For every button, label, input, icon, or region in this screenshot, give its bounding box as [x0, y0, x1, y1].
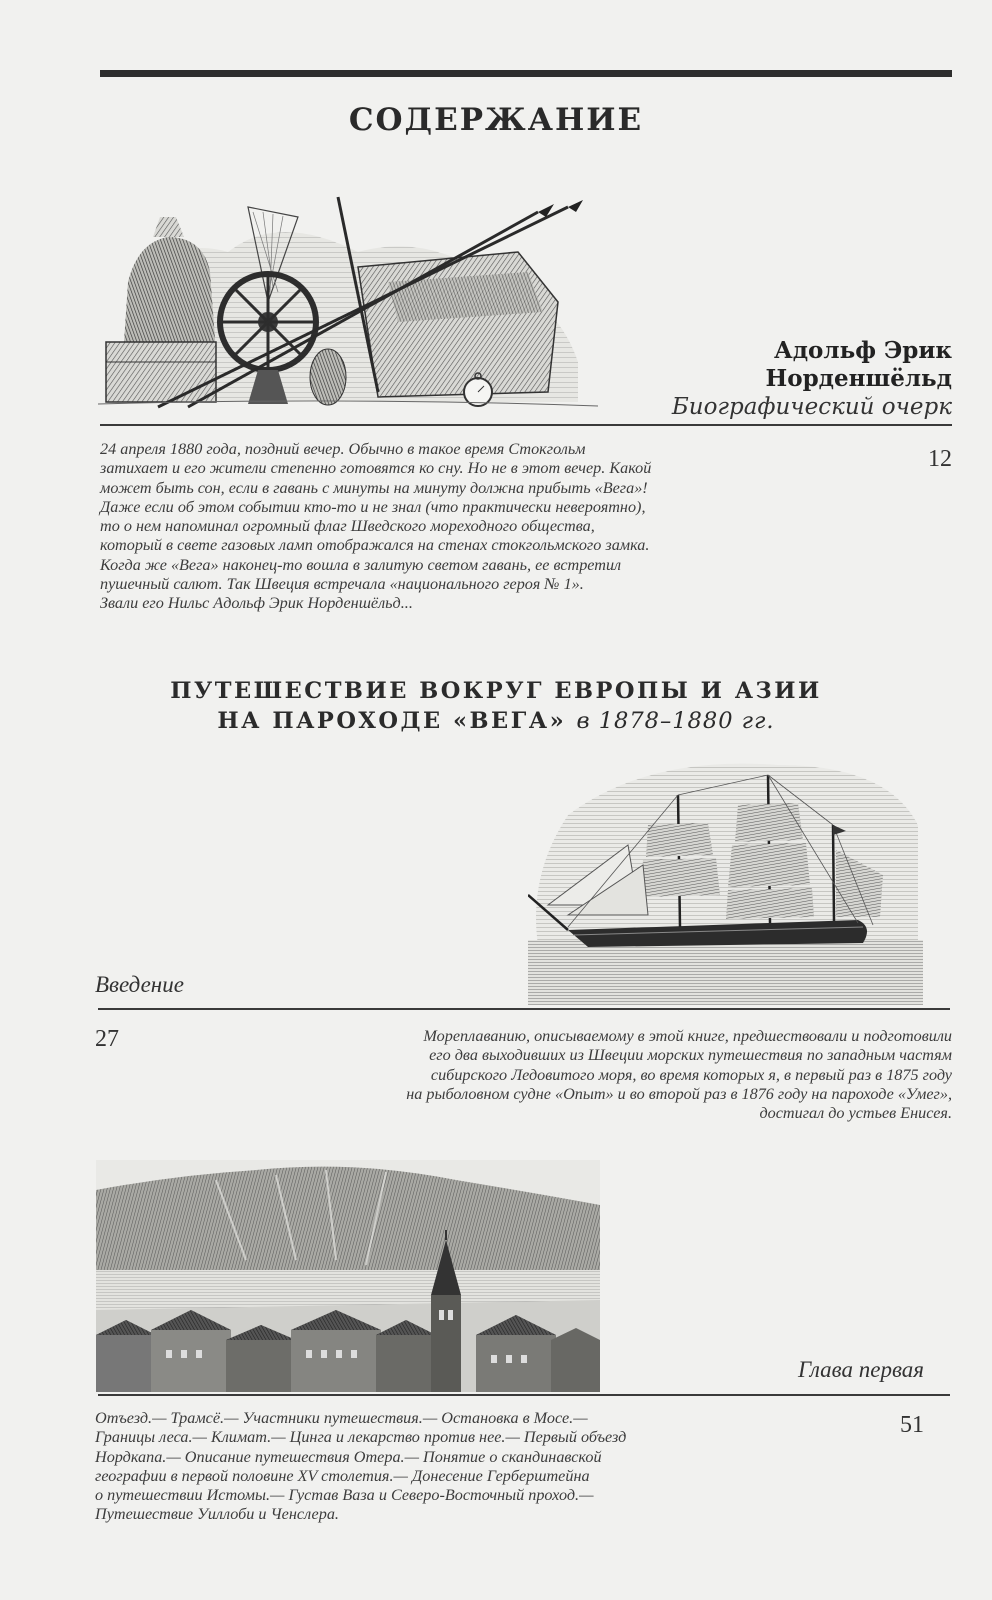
- summary-line: Нордкапа.— Описание путешествия Отера.— Понятие о скандинавской: [95, 1447, 602, 1466]
- summary-line: сибирского Ледовитого моря, во время которых я, в первый раз в 1875 году: [430, 1065, 952, 1084]
- ship-vega-illustration: [528, 755, 923, 1005]
- entry-subtitle: Биографический очерк: [671, 394, 952, 420]
- tromso-town-illustration: [96, 1160, 600, 1392]
- summary-line: на рыболовном судне «Опыт» и во второй раз в 1876 году на пароходе «Умег»,: [406, 1084, 952, 1103]
- summary-line: Отъезд.— Трамсё.— Участники путешествия.— Остановка в Мосе.—: [95, 1409, 588, 1427]
- entry-heading-line2: Норденшёльд: [765, 365, 952, 392]
- entry-summary: [100, 440, 820, 614]
- instruments-illustration: [98, 192, 598, 417]
- summary-line: о путешествии Истомы.— Густав Ваза и Северо-Восточный проход.—: [95, 1486, 594, 1505]
- summary-line: 24 апреля 1880 года, поздний вечер. Обычно в такое время Стокгольм: [100, 440, 586, 458]
- summary-line: Путешествие Уиллоби и Ченслера.: [95, 1505, 339, 1524]
- summary-line: может быть сон, если в гавань с минуты на минуту должна прибыть «Вега»!: [100, 478, 648, 497]
- summary-line: затихает и его жители степенно готовятся ко сну. Но не в этот вечер. Какой: [100, 459, 652, 478]
- summary-line: пушечный салют. Так Швеция встречала «национального героя № 1».: [100, 575, 584, 594]
- summary-line: Границы леса.— Климат.— Цинга и лекарство против нее.— Первый объезд: [95, 1428, 627, 1447]
- section-title-line1: ПУТЕШЕСТВИЕ ВОКРУГ ЕВРОПЫ И АЗИИ: [170, 678, 822, 704]
- chapter1-summary: [95, 1409, 815, 1525]
- intro-summary: [232, 1027, 952, 1123]
- entry-heading-line1: Адольф Эрик: [773, 337, 952, 364]
- summary-line: Даже если об этом событии кто-то и не знал (что практически невероятно),: [100, 497, 646, 516]
- section-title-main: НА ПАРОХОДЕ «ВЕГА»: [217, 708, 567, 734]
- page-title: СОДЕРЖАНИЕ: [348, 102, 644, 138]
- top-rule: [100, 70, 952, 77]
- summary-line: Звали его Нильс Адольф Эрик Норденшёльд...: [100, 594, 413, 613]
- summary-line: Когда же «Вега» наконец-то вошла в залитую светом гавань, ее встретил: [100, 555, 622, 574]
- page-number-12[interactable]: 12: [928, 446, 952, 472]
- summary-line: его два выходивших из Швеции морских путешествия по западным частям: [429, 1046, 952, 1065]
- chapter1-label[interactable]: Глава первая: [798, 1357, 924, 1382]
- entry-heading-nordenskiold[interactable]: [672, 337, 952, 421]
- section-title-line2: [0, 708, 992, 734]
- summary-line: который в свете газовых ламп отображался на стенах стокгольмского замка.: [100, 536, 650, 555]
- page-number-27[interactable]: 27: [95, 1026, 119, 1052]
- summary-line: Мореплаванию, описываемому в этой книге, предшествовали и подготовили: [423, 1027, 952, 1045]
- page-number-51[interactable]: 51: [900, 1412, 924, 1438]
- summary-line: географии в первой половине XV столетия.— Донесение Герберштейна: [95, 1466, 590, 1485]
- entry-divider: [100, 424, 952, 426]
- intro-label[interactable]: Введение: [95, 972, 184, 997]
- intro-divider: [98, 1008, 950, 1010]
- summary-line: достигал до устьев Енисея.: [759, 1104, 952, 1123]
- summary-line: то о нем напоминал огромный флаг Шведского мореходного общества,: [100, 517, 595, 536]
- section-title-years: в 1878–1880 гг.: [576, 708, 775, 734]
- chapter1-divider: [98, 1394, 950, 1396]
